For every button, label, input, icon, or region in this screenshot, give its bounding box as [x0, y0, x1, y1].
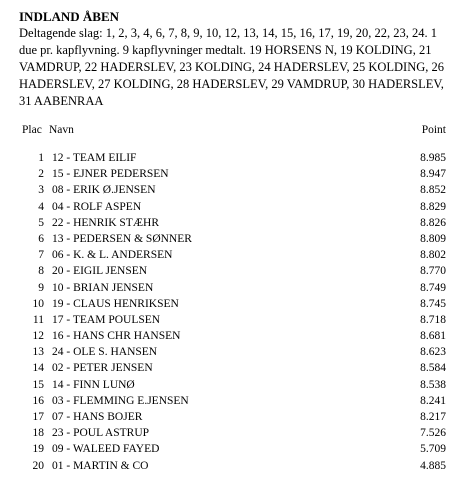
row-point: 8.681 [420, 330, 446, 343]
results-table [19, 120, 449, 474]
header-plac: Plac [22, 124, 42, 136]
table-row [19, 231, 449, 247]
row-point: 8.802 [420, 249, 446, 262]
row-point: 7.526 [420, 427, 446, 440]
table-row [19, 393, 449, 409]
row-point: 8.985 [420, 152, 446, 164]
row-point: 5.709 [420, 443, 446, 456]
row-plac: 20 [32, 459, 44, 472]
table-row [19, 377, 449, 393]
table-body [19, 150, 449, 474]
table-row [19, 360, 449, 376]
row-navn: 16 - HANS CHR HANSEN [52, 330, 181, 343]
row-point: 8.829 [420, 200, 446, 213]
table-row [19, 280, 449, 296]
row-plac: 11 [32, 313, 44, 326]
row-plac: 2 [38, 168, 44, 181]
row-plac: 12 [32, 330, 44, 343]
table-row [19, 312, 449, 328]
table-row [19, 150, 449, 166]
row-point: 8.947 [420, 168, 446, 181]
table-row [19, 328, 449, 344]
table-row [19, 296, 449, 312]
row-navn: 06 - K. & L. ANDERSEN [52, 249, 173, 262]
row-navn: 13 - PEDERSEN & SØNNER [52, 232, 192, 245]
table-row [19, 215, 449, 231]
row-plac: 1 [38, 152, 44, 164]
table-row [19, 425, 449, 441]
row-navn: 01 - MARTIN & CO [52, 459, 149, 472]
row-navn: 17 - TEAM POULSEN [52, 313, 161, 326]
row-point: 8.826 [420, 216, 446, 229]
row-navn: 02 - PETER JENSEN [52, 362, 153, 375]
row-point: 8.217 [420, 411, 446, 423]
row-navn: 23 - POUL ASTRUP [52, 427, 150, 440]
row-navn: 03 - FLEMMING E.JENSEN [52, 394, 189, 407]
row-navn: 15 - EJNER PEDERSEN [52, 168, 169, 181]
row-plac: 5 [38, 216, 44, 229]
row-navn: 22 - HENRIK STÆHR [52, 216, 160, 229]
row-navn: 08 - ERIK Ø.JENSEN [52, 184, 156, 197]
row-point: 8.241 [420, 394, 446, 407]
row-plac: 14 [32, 362, 44, 375]
table-row [19, 441, 449, 457]
table-row [19, 344, 449, 360]
row-plac: 13 [32, 346, 44, 359]
row-navn: 04 - ROLF ASPEN [52, 200, 142, 213]
page-title: INDLAND ÅBEN [19, 9, 120, 24]
row-navn: 14 - FINN LUNØ [52, 378, 135, 391]
row-point: 8.770 [420, 265, 446, 278]
race-description: Deltagende slag: 1, 2, 3, 4, 6, 7, 8, 9, 10, 12, 13, 14, 15, 16, 17, 19, 20, 22, 23, 24. 1 due pr. kapflyvning. 9 kapflyvninger medtalt. 19 HORSENS N, 19 KOLDING, 21 VAMDRUP, 22 HADERSLEV, 23 KOLDING, 24 HADERSLEV, 25 KOLDING, 26 HADERSLEV, 27 KOLDING, 28 HADERSLEV, 29 VAMDRUP, 30 HADERSLEV, 31 AABENRAA [19, 26, 445, 108]
row-point: 8.584 [420, 362, 446, 375]
row-point: 8.809 [420, 232, 446, 245]
row-navn: 12 - TEAM EILIF [52, 152, 137, 164]
row-point: 8.745 [420, 297, 446, 310]
row-point: 8.852 [420, 184, 446, 197]
header-navn: Navn [49, 124, 74, 136]
row-point: 8.623 [420, 346, 446, 359]
row-plac: 9 [38, 281, 44, 294]
row-navn: 07 - HANS BOJER [52, 411, 143, 423]
table-row [19, 166, 449, 182]
table-row [19, 458, 449, 474]
row-plac: 15 [32, 378, 44, 391]
row-plac: 8 [38, 265, 44, 278]
row-navn: 20 - EIGIL JENSEN [52, 265, 148, 278]
row-plac: 19 [32, 443, 44, 456]
row-navn: 24 - OLE S. HANSEN [52, 346, 158, 359]
header-point: Point [421, 124, 446, 136]
table-row [19, 199, 449, 215]
row-navn: 09 - WALEED FAYED [52, 443, 160, 456]
table-row [19, 247, 449, 263]
row-plac: 7 [38, 249, 44, 262]
row-plac: 10 [32, 297, 44, 310]
row-point: 8.718 [420, 313, 446, 326]
table-row [19, 409, 449, 425]
row-plac: 3 [38, 184, 44, 197]
table-row [19, 182, 449, 198]
table-header [19, 120, 449, 150]
row-navn: 10 - BRIAN JENSEN [52, 281, 154, 294]
row-point: 8.538 [420, 378, 446, 391]
row-point: 8.749 [420, 281, 446, 294]
row-plac: 4 [38, 200, 44, 213]
row-plac: 18 [32, 427, 44, 440]
row-plac: 6 [38, 232, 44, 245]
row-navn: 19 - CLAUS HENRIKSEN [52, 297, 179, 310]
row-point: 4.885 [420, 459, 446, 472]
results-page [19, 8, 451, 472]
row-plac: 16 [32, 394, 44, 407]
row-plac: 17 [32, 411, 44, 423]
table-row [19, 263, 449, 279]
